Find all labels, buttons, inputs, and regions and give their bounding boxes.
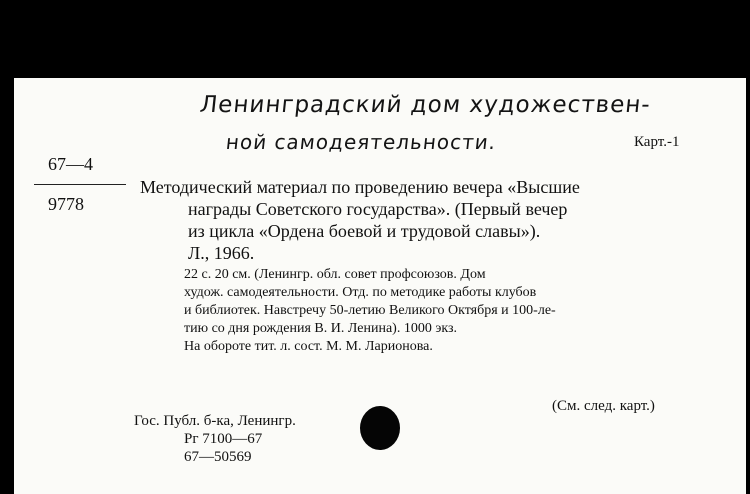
title-description <box>140 176 700 264</box>
see-next-card-note: (См. след. карт.) <box>552 398 655 414</box>
handwritten-heading-line-2: ной самодеятельности. <box>224 130 498 154</box>
scan-border-left <box>0 78 14 494</box>
classification-number: 67—4 <box>48 154 93 174</box>
library-info <box>134 412 296 466</box>
library-line: 67—50569 <box>184 449 252 465</box>
scan-border-right <box>746 78 750 494</box>
catalog-card <box>14 78 750 494</box>
description-line: из цикла «Ордена боевой и трудовой славы»). <box>188 221 541 241</box>
library-line: Гос. Публ. б-ка, Ленингр. <box>134 413 296 429</box>
bibliographic-notes <box>184 266 704 356</box>
notes-line: На обороте тит. л. сост. М. М. Ларионова. <box>184 339 433 354</box>
card-number: Карт.-1 <box>634 134 680 150</box>
classification-sub-number: 9778 <box>48 194 84 214</box>
classification-divider <box>34 184 126 185</box>
notes-line: и библиотек. Навстречу 50-летию Великого Октября и 100-ле- <box>184 303 556 318</box>
notes-line: тию со дня рождения В. И. Ленина). 1000 экз. <box>184 321 457 336</box>
description-line: награды Советского государства». (Первый вечер <box>188 199 568 219</box>
library-line: Рг 7100—67 <box>184 431 263 447</box>
description-line: Методический материал по проведению вечера «Высшие <box>140 177 580 197</box>
notes-line: худож. самодеятельности. Отд. по методике работы клубов <box>184 285 537 300</box>
notes-line: 22 с. 20 см. (Ленингр. обл. совет профсоюзов. Дом <box>184 267 486 282</box>
description-line: Л., 1966. <box>188 243 255 263</box>
punch-hole <box>360 406 400 450</box>
handwritten-heading-line-1: Ленинградский дом художествен- <box>198 92 653 118</box>
